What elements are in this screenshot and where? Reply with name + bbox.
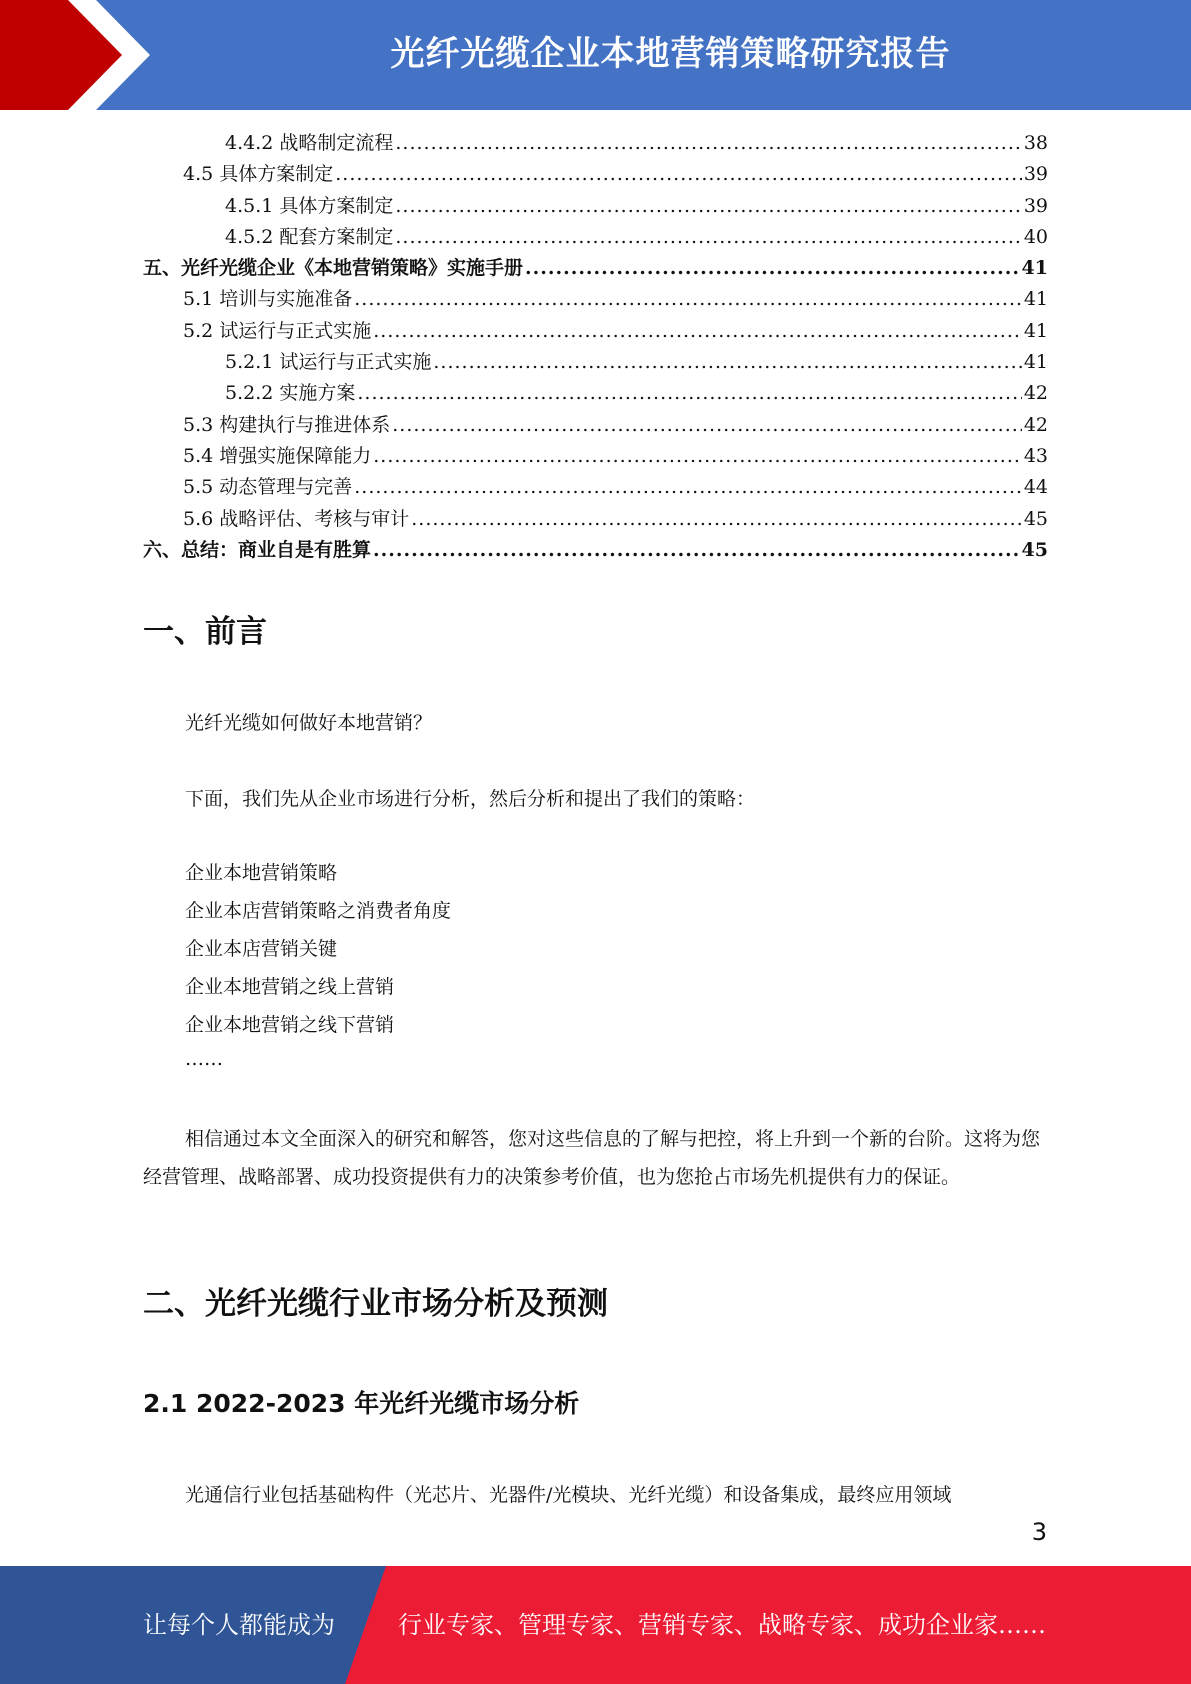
list-item: 企业本地营销之线上营销 xyxy=(185,976,395,998)
toc-entry[interactable] xyxy=(143,472,1048,503)
list-item: 企业本地营销策略 xyxy=(185,862,338,884)
toc-entry[interactable] xyxy=(143,222,1048,253)
toc-entry-page: 45 xyxy=(1021,538,1048,561)
intro-text: 下面，我们先从企业市场进行分析，然后分析和提出了我们的策略： xyxy=(185,788,756,810)
toc-entry-title: 5.2.1 试运行与正式实施 xyxy=(225,351,432,374)
toc-entry-page: 40 xyxy=(1023,225,1048,248)
toc-entry-page: 42 xyxy=(1023,382,1048,405)
page-header xyxy=(0,0,1191,110)
toc-dot-leader xyxy=(354,288,1022,310)
section-2-heading: 二、光纤光缆行业市场分析及预测 xyxy=(143,1286,608,1322)
toc-dot-leader xyxy=(357,382,1021,404)
toc-entry-page: 44 xyxy=(1023,476,1048,499)
footer-slogan-left: 让每个人都能成为 xyxy=(143,1611,335,1639)
toc-entry-title: 4.5.2 配套方案制定 xyxy=(225,225,394,248)
toc-dot-leader xyxy=(395,132,1021,154)
toc-entry-title: 5.2 试运行与正式实施 xyxy=(183,319,372,342)
toc-dot-leader xyxy=(354,476,1022,498)
toc-entry[interactable] xyxy=(143,347,1048,378)
toc-entry-title: 4.5 具体方案制定 xyxy=(183,163,334,186)
toc-entry-title: 五、光纤光缆企业《本地营销策略》实施手册 xyxy=(143,257,524,280)
section-2-1-heading: 2.1 2022-2023 年光纤光缆市场分析 xyxy=(143,1389,580,1418)
red-chevron-decoration xyxy=(0,0,160,110)
toc-entry[interactable] xyxy=(143,191,1048,222)
toc-entry[interactable] xyxy=(143,316,1048,347)
toc-dot-leader xyxy=(335,163,1022,185)
toc-entry-page: 41 xyxy=(1023,288,1048,311)
toc-entry-page: 42 xyxy=(1023,413,1048,436)
toc-dot-leader xyxy=(433,351,1021,373)
toc-entry-page: 41 xyxy=(1023,351,1048,374)
toc-dot-leader xyxy=(373,445,1022,467)
toc-entry-page: 45 xyxy=(1023,507,1048,530)
list-item: 企业本店营销关键 xyxy=(185,938,338,960)
closing-paragraph: 相信通过本文全面深入的研究和解答，您对这些信息的了解与把控，将上升到一个新的台阶。这将为您经营管理、战略部署、成功投资提供有力的决策参考价值，也为您抢占市场先机提供有力的保证。 xyxy=(143,1128,1041,1188)
list-item: …… xyxy=(185,1048,223,1070)
toc-entry-title: 5.5 动态管理与完善 xyxy=(183,476,353,499)
question-text: 光纤光缆如何做好本地营销？ xyxy=(185,712,433,734)
toc-entry-title: 5.4 增强实施保障能力 xyxy=(183,444,372,467)
toc-dot-leader xyxy=(411,508,1022,530)
footer-slogan-right: 行业专家、管理专家、营销专家、战略专家、成功企业家…… xyxy=(398,1611,1046,1639)
toc-dot-leader xyxy=(373,320,1022,342)
table-of-contents xyxy=(143,128,1048,566)
toc-entry-page: 39 xyxy=(1023,194,1048,217)
toc-dot-leader xyxy=(395,195,1021,217)
toc-dot-leader xyxy=(525,257,1020,279)
toc-entry-title: 4.4.2 战略制定流程 xyxy=(225,132,394,154)
toc-dot-leader xyxy=(395,226,1021,248)
toc-entry-page: 43 xyxy=(1023,444,1048,467)
toc-entry-title: 5.2.2 实施方案 xyxy=(225,382,356,405)
toc-entry[interactable] xyxy=(143,535,1048,566)
toc-entry[interactable] xyxy=(143,284,1048,315)
list-item: 企业本地营销之线下营销 xyxy=(185,1014,395,1036)
toc-entry[interactable] xyxy=(143,159,1048,190)
toc-dot-leader xyxy=(392,414,1022,436)
header-title: 光纤光缆企业本地营销策略研究报告 xyxy=(390,34,951,74)
page-number: 3 xyxy=(1031,1518,1047,1546)
toc-entry-page: 41 xyxy=(1021,257,1048,280)
section-1-heading: 一、前言 xyxy=(143,614,267,650)
toc-entry-page: 39 xyxy=(1023,163,1048,186)
toc-entry-title: 5.6 战略评估、考核与审计 xyxy=(183,507,410,530)
toc-entry[interactable] xyxy=(143,253,1048,284)
section-2-1-paragraph: 光通信行业包括基础构件（光芯片、光器件/光模块、光纤光缆）和设备集成，最终应用领域 xyxy=(185,1484,952,1506)
toc-entry-title: 4.5.1 具体方案制定 xyxy=(225,194,394,217)
toc-entry[interactable] xyxy=(143,441,1048,472)
toc-entry-title: 5.3 构建执行与推进体系 xyxy=(183,413,391,436)
toc-entry[interactable] xyxy=(143,504,1048,535)
strategy-list xyxy=(185,854,451,1074)
toc-entry-title: 5.1 培训与实施准备 xyxy=(183,288,353,311)
toc-dot-leader xyxy=(373,539,1020,561)
toc-entry[interactable] xyxy=(143,128,1048,159)
toc-entry-page: 38 xyxy=(1023,132,1048,154)
toc-entry-page: 41 xyxy=(1023,319,1048,342)
page-footer xyxy=(0,1566,1191,1684)
list-item: 企业本店营销策略之消费者角度 xyxy=(185,900,452,922)
toc-entry[interactable] xyxy=(143,410,1048,441)
toc-entry[interactable] xyxy=(143,378,1048,409)
toc-entry-title: 六、总结：商业自是有胜算 xyxy=(143,538,372,561)
